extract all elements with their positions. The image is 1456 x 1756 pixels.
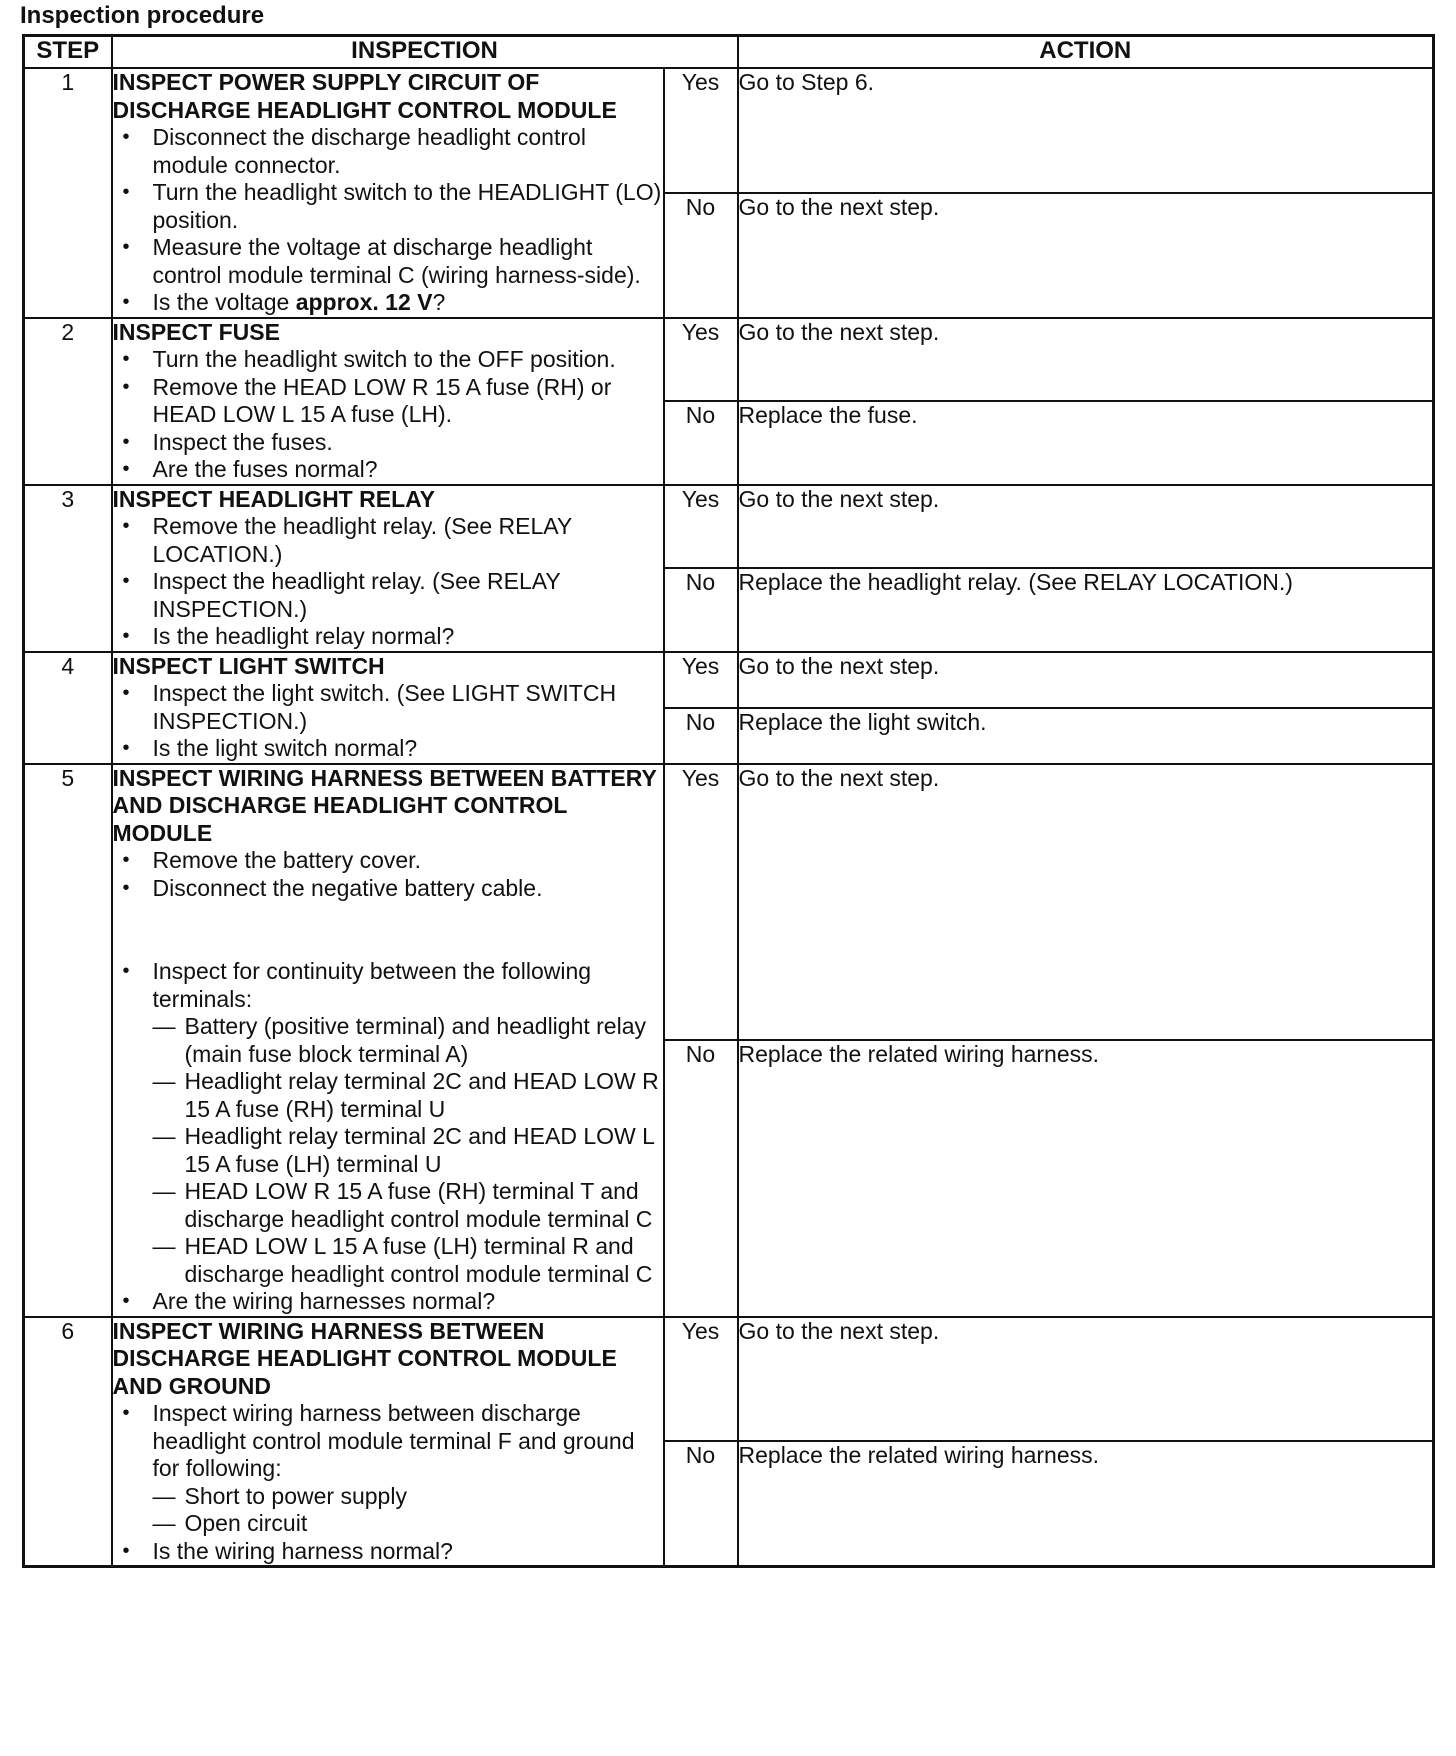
yes-label: Yes <box>664 485 738 569</box>
bullet-text: Inspect for continuity between the following terminals: <box>152 958 592 1012</box>
no-label: No <box>664 708 738 764</box>
bullet-item: • Is the light switch normal? <box>113 735 663 763</box>
step-row <box>24 764 1434 1041</box>
step-row <box>24 652 1434 708</box>
bullet-item: • Remove the battery cover. <box>113 847 663 875</box>
bullet-list <box>113 847 663 1316</box>
bullet-item: • Inspect the headlight relay. (See RELAY INSPECTION.) <box>113 568 663 623</box>
yes-action: Go to Step 6. <box>738 68 1434 193</box>
step-inspection <box>112 68 664 318</box>
bullet-list <box>113 513 663 651</box>
step-title: INSPECT LIGHT SWITCH <box>112 652 385 679</box>
question-text: Is the voltage <box>152 289 296 315</box>
bullet-item: • Measure the voltage at discharge headlight control module terminal C (wiring harness-side). <box>113 234 663 289</box>
bullet-item: • Turn the headlight switch to the OFF position. <box>113 346 663 374</box>
step-title: INSPECT WIRING HARNESS BETWEEN DISCHARGE HEADLIGHT CONTROL MODULE AND GROUND <box>112 1317 617 1399</box>
no-action: Replace the related wiring harness. <box>738 1040 1434 1317</box>
step-title: INSPECT HEADLIGHT RELAY <box>112 485 435 512</box>
yes-label: Yes <box>664 764 738 1041</box>
step-number: 2 <box>24 318 112 485</box>
step-title: INSPECT WIRING HARNESS BETWEEN BATTERY AND DISCHARGE HEADLIGHT CONTROL MODULE <box>112 764 657 846</box>
sub-item: — Headlight relay terminal 2C and HEAD LOW R 15 A fuse (RH) terminal U <box>153 1068 663 1123</box>
yes-action: Go to the next step. <box>738 652 1434 708</box>
yes-label: Yes <box>664 318 738 402</box>
header-step: STEP <box>24 36 112 69</box>
bullet-item: • Inspect the light switch. (See LIGHT SWITCH INSPECTION.) <box>113 680 663 735</box>
step-title: INSPECT FUSE <box>112 318 280 345</box>
sub-item: — Short to power supply <box>153 1483 663 1511</box>
no-label: No <box>664 1441 738 1567</box>
yes-action: Go to the next step. <box>738 485 1434 569</box>
sub-item: — Open circuit <box>153 1510 663 1538</box>
step-inspection <box>112 318 664 485</box>
bullet-item: • Remove the HEAD LOW R 15 A fuse (RH) or HEAD LOW L 15 A fuse (LH). <box>113 374 663 429</box>
yes-action: Go to the next step. <box>738 1317 1434 1441</box>
yes-label: Yes <box>664 652 738 708</box>
sub-item: — HEAD LOW R 15 A fuse (RH) terminal T and discharge headlight control module terminal C <box>153 1178 663 1233</box>
sub-item: — HEAD LOW L 15 A fuse (LH) terminal R and discharge headlight control module terminal C <box>153 1233 663 1288</box>
no-label: No <box>664 193 738 318</box>
bullet-item: • Remove the headlight relay. (See RELAY LOCATION.) <box>113 513 663 568</box>
inspection-table <box>22 34 1435 1568</box>
step-number: 5 <box>24 764 112 1317</box>
yes-label: Yes <box>664 1317 738 1441</box>
yes-action: Go to the next step. <box>738 764 1434 1041</box>
step-inspection <box>112 485 664 652</box>
bullet-list <box>113 680 663 763</box>
yes-action: Go to the next step. <box>738 318 1434 402</box>
step-number: 1 <box>24 68 112 318</box>
yes-label: Yes <box>664 68 738 193</box>
step-number: 4 <box>24 652 112 764</box>
bullet-text: Inspect wiring harness between discharge headlight control module terminal F and ground for following: <box>152 1400 635 1481</box>
page-title: Inspection procedure <box>20 2 265 29</box>
no-label: No <box>664 401 738 485</box>
sub-list <box>153 1013 663 1288</box>
step-inspection <box>112 764 664 1317</box>
header-row <box>24 36 1434 69</box>
no-action: Replace the headlight relay. (See RELAY LOCATION.) <box>738 568 1434 652</box>
step-row <box>24 318 1434 402</box>
step-row <box>24 485 1434 569</box>
bullet-list <box>113 1400 663 1565</box>
bullet-item <box>113 1400 663 1538</box>
step-inspection <box>112 1317 664 1567</box>
bullet-list <box>113 346 663 484</box>
bullet-item <box>113 289 663 317</box>
no-action: Replace the related wiring harness. <box>738 1441 1434 1567</box>
bullet-item <box>113 958 663 1288</box>
no-action: Replace the fuse. <box>738 401 1434 485</box>
bullet-item: • Is the headlight relay normal? <box>113 623 663 651</box>
header-inspection: INSPECTION <box>112 36 738 69</box>
sub-list <box>153 1483 663 1538</box>
bullet-item: • Turn the headlight switch to the HEADLIGHT (LO) position. <box>113 179 663 234</box>
step-title: INSPECT POWER SUPPLY CIRCUIT OF DISCHARGE HEADLIGHT CONTROL MODULE <box>112 69 617 123</box>
no-action: Go to the next step. <box>738 193 1434 318</box>
sub-item: — Headlight relay terminal 2C and HEAD LOW L 15 A fuse (LH) terminal U <box>153 1123 663 1178</box>
no-action: Replace the light switch. <box>738 708 1434 764</box>
bullet-item: • Are the wiring harnesses normal? <box>113 1288 663 1316</box>
step-row <box>24 1317 1434 1441</box>
step-number: 3 <box>24 485 112 652</box>
question-value: approx. 12 V <box>295 289 433 315</box>
bullet-item: • Inspect the fuses. <box>113 429 663 457</box>
step-number: 6 <box>24 1317 112 1567</box>
bullet-item: • Are the fuses normal? <box>113 456 663 484</box>
step-inspection <box>112 652 664 764</box>
header-action: ACTION <box>738 36 1434 69</box>
bullet-item: • Is the wiring harness normal? <box>113 1538 663 1566</box>
no-label: No <box>664 1040 738 1317</box>
bullet-item: • Disconnect the discharge headlight control module connector. <box>113 124 663 179</box>
bullet-item: • Disconnect the negative battery cable. <box>113 875 663 903</box>
question-mark: ? <box>432 289 446 315</box>
no-label: No <box>664 568 738 652</box>
step-row <box>24 68 1434 193</box>
bullet-list <box>113 124 663 317</box>
sub-item: — Battery (positive terminal) and headlight relay (main fuse block terminal A) <box>153 1013 663 1068</box>
